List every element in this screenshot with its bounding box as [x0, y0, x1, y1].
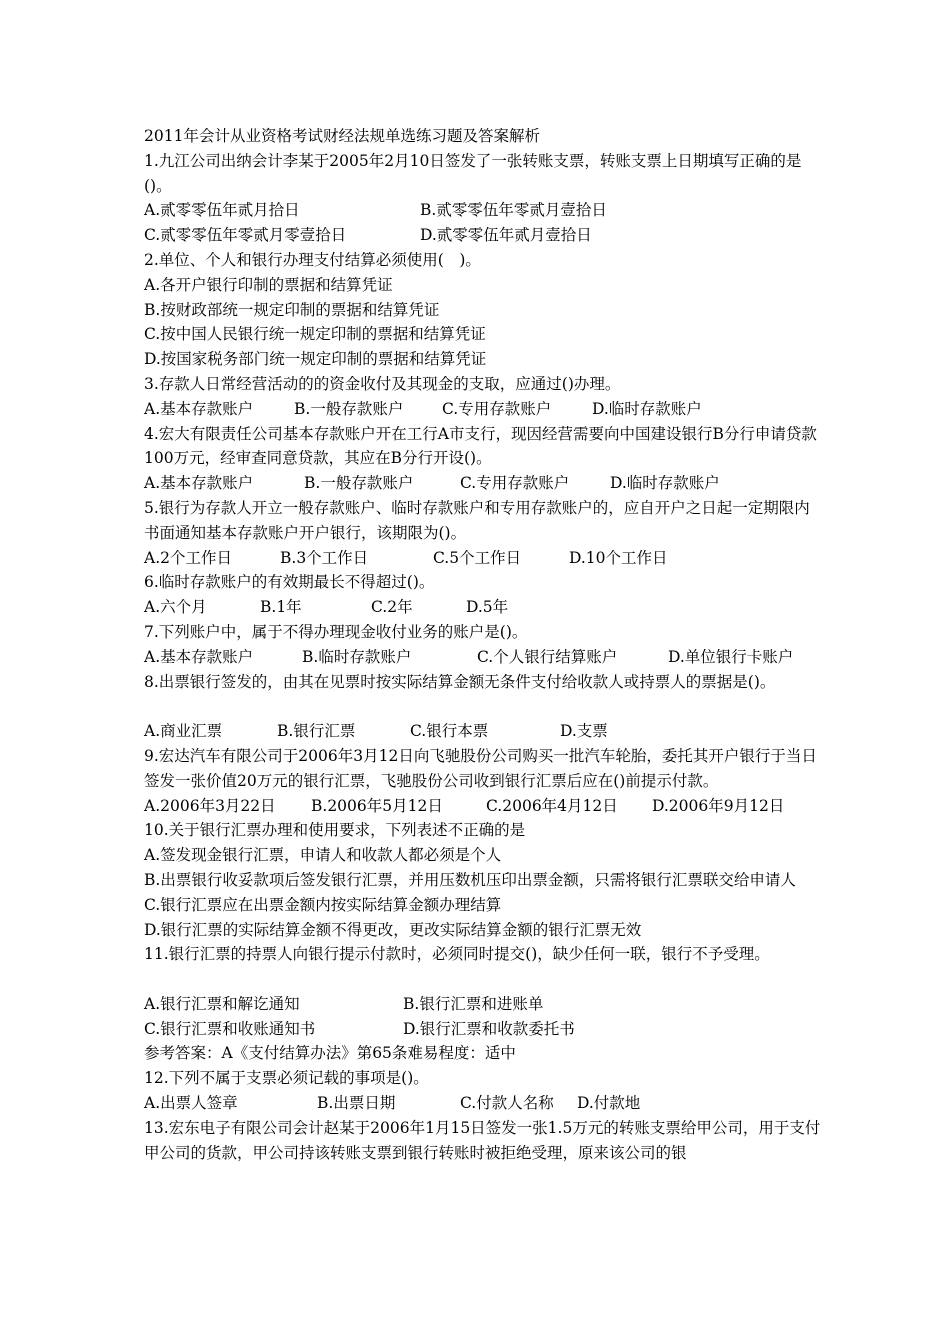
- question-3-option-c: C.专用存款账户: [442, 399, 552, 418]
- question-5-option-c: C.5个工作日: [433, 548, 522, 567]
- question-6-option-d: D.5年: [466, 598, 509, 617]
- question-4-option-a: A.基本存款账户: [144, 474, 254, 493]
- question-12-stem: 12.下列不属于支票必须记载的事项是()。: [144, 1069, 429, 1088]
- question-1-stem: 1.九江公司出纳会计李某于2005年2月10日签发了一张转账支票，转账支票上日期填写正确的是()。: [144, 151, 802, 195]
- question-8-option-b: B.银行汇票: [277, 722, 356, 741]
- question-2-option-d: D.按国家税务部门统一规定印制的票据和结算凭证: [144, 350, 487, 369]
- question-10-stem: 10.关于银行汇票办理和使用要求，下列表述不正确的是: [144, 821, 526, 840]
- question-5-option-a: A.2个工作日: [144, 548, 232, 567]
- question-1-option-b: B.贰零零伍年零贰月壹拾日: [420, 201, 607, 220]
- question-9-options: [144, 794, 824, 819]
- question-11-options-row-1: [144, 992, 824, 1017]
- document-page: [144, 124, 824, 1165]
- question-4-stem: 4.宏大有限责任公司基本存款账户开在工行A市支行，现因经营需要向中国建设银行B分行申请贷款100万元，经审查同意贷款，其应在B分行开设()。: [144, 424, 817, 468]
- question-11-answer: 参考答案：A《支付结算办法》第65条难易程度：适中: [144, 1044, 516, 1063]
- question-12-option-b: B.出票日期: [317, 1094, 396, 1113]
- question-3-option-b: B.一般存款账户: [294, 399, 404, 418]
- question-3-option-d: D.临时存款账户: [592, 399, 702, 418]
- question-3-option-a: A.基本存款账户: [144, 399, 254, 418]
- question-6-stem: 6.临时存款账户的有效期最长不得超过()。: [144, 573, 435, 592]
- question-6-options: [144, 595, 824, 620]
- question-3-stem: 3.存款人日常经营活动的的资金收付及其现金的支取，应通过()办理。: [144, 374, 621, 393]
- question-12-option-d: D.付款地: [577, 1094, 641, 1113]
- question-11-options-row-2: [144, 1017, 824, 1042]
- question-1-option-a: A.贰零零伍年贰月拾日: [144, 201, 300, 220]
- question-8-option-d: D.支票: [560, 722, 608, 741]
- question-6-option-c: C.2年: [371, 598, 413, 617]
- question-5-option-b: B.3个工作日: [280, 548, 369, 567]
- question-7-stem: 7.下列账户中，属于不得办理现金收付业务的账户是()。: [144, 622, 528, 641]
- question-8-options: [144, 719, 824, 744]
- question-12-option-a: A.出票人签章: [144, 1094, 238, 1113]
- question-7-options: [144, 645, 824, 670]
- question-1-options-row-1: [144, 198, 824, 223]
- question-7-option-a: A.基本存款账户: [144, 647, 254, 666]
- question-11-option-a: A.银行汇票和解讫通知: [144, 994, 300, 1013]
- question-12-options: [144, 1091, 824, 1116]
- question-1-options-row-2: [144, 223, 824, 248]
- question-11-option-c: C.银行汇票和收账通知书: [144, 1019, 316, 1038]
- question-3-options: [144, 397, 824, 422]
- question-8-option-c: C.银行本票: [410, 722, 489, 741]
- question-1-option-d: D.贰零零伍年贰月壹拾日: [420, 226, 592, 245]
- question-9-option-c: C.2006年4月12日: [486, 796, 618, 815]
- question-4-option-d: D.临时存款账户: [610, 474, 720, 493]
- question-9-stem: 9.宏达汽车有限公司于2006年3月12日向飞驰股份公司购买一批汽车轮胎，委托其开户银行于当日签发一张价值20万元的银行汇票，飞驰股份公司收到银行汇票后应在()前提示付款。: [144, 746, 817, 790]
- question-9-option-d: D.2006年9月12日: [652, 796, 785, 815]
- question-2-stem: 2.单位、个人和银行办理支付结算必须使用( )。: [144, 250, 481, 269]
- question-6-option-b: B.1年: [260, 598, 302, 617]
- question-9-option-b: B.2006年5月12日: [311, 796, 443, 815]
- question-4-option-c: C.专用存款账户: [460, 474, 570, 493]
- question-7-option-b: B.临时存款账户: [302, 647, 412, 666]
- question-5-stem: 5.银行为存款人开立一般存款账户、临时存款账户和专用存款账户的，应自开户之日起一定期限内书面通知基本存款账户开户银行，该期限为()。: [144, 498, 810, 542]
- question-2-option-b: B.按财政部统一规定印制的票据和结算凭证: [144, 300, 440, 319]
- question-5-option-d: D.10个工作日: [569, 548, 668, 567]
- question-11-option-d: D.银行汇票和收款委托书: [403, 1019, 575, 1038]
- question-6-option-a: A.六个月: [144, 598, 207, 617]
- question-1-option-c: C.贰零零伍年零贰月零壹拾日: [144, 226, 347, 245]
- question-10-option-d: D.银行汇票的实际结算金额不得更改，更改实际结算金额的银行汇票无效: [144, 920, 642, 939]
- question-11-stem: 11.银行汇票的持票人向银行提示付款时，必须同时提交()，缺少任何一联，银行不予受理。: [144, 945, 770, 964]
- question-4-option-b: B.一般存款账户: [304, 474, 414, 493]
- question-9-option-a: A.2006年3月22日: [144, 796, 276, 815]
- question-7-option-d: D.单位银行卡账户: [668, 647, 794, 666]
- question-8-stem: 8.出票银行签发的，由其在见票时按实际结算金额无条件支付给收款人或持票人的票据是()。: [144, 672, 776, 691]
- document-title: 2011年会计从业资格考试财经法规单选练习题及答案解析: [144, 127, 540, 145]
- question-13-stem: 13.宏东电子有限公司会计赵某于2006年1月15日签发一张1.5万元的转账支票给甲公司，用于支付甲公司的货款，甲公司持该转账支票到银行转账时被拒绝受理，原来该公司的银: [144, 1118, 821, 1162]
- question-4-options: [144, 471, 824, 496]
- question-10-option-c: C.银行汇票应在出票金额内按实际结算金额办理结算: [144, 895, 502, 914]
- question-2-option-a: A.各开户银行印制的票据和结算凭证: [144, 275, 393, 294]
- question-7-option-c: C.个人银行结算账户: [477, 647, 618, 666]
- question-8-option-a: A.商业汇票: [144, 722, 223, 741]
- question-12-option-c: C.付款人名称: [460, 1094, 554, 1113]
- question-10-option-b: B.出票银行收妥款项后签发银行汇票，并用压数机压印出票金额，只需将银行汇票联交给申请人: [144, 870, 796, 889]
- question-2-option-c: C.按中国人民银行统一规定印制的票据和结算凭证: [144, 325, 486, 344]
- question-11-option-b: B.银行汇票和进账单: [403, 994, 544, 1013]
- question-10-option-a: A.签发现金银行汇票，申请人和收款人都必须是个人: [144, 846, 502, 865]
- question-5-options: [144, 546, 824, 571]
